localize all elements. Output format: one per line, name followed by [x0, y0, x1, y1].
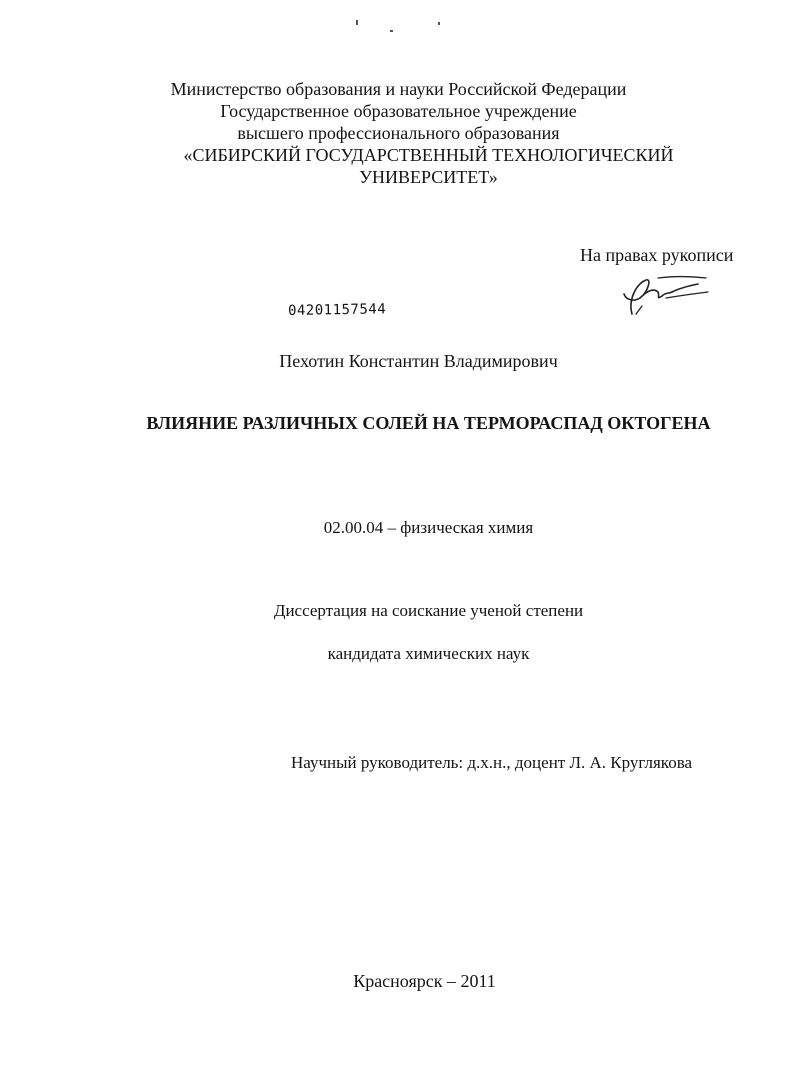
degree-line-2: кандидата химических наук — [327, 644, 530, 663]
institution-type-line: Государственное образовательное учреждение — [220, 101, 577, 121]
dissertation-title: ВЛИЯНИЕ РАЗЛИЧНЫХ СОЛЕЙ НА ТЕРМОРАСПАД ОКТОГЕНА — [146, 413, 711, 433]
catalog-number: 04201157544 — [287, 301, 387, 319]
institution-header — [0, 78, 797, 188]
place-and-year: Красноярск – 2011 — [353, 971, 496, 991]
specialty-code: 02.00.04 – физическая химия — [323, 518, 534, 537]
scientific-supervisor: Научный руководитель: д.х.н., доцент Л. А. Круглякова — [291, 753, 693, 772]
manuscript-rights-note: На правах рукописи — [580, 245, 734, 265]
university-name-line-1: «СИБИРСКИЙ ГОСУДАРСТВЕННЫЙ ТЕХНОЛОГИЧЕСКИЙ — [183, 145, 674, 165]
university-name-line-2: УНИВЕРСИТЕТ» — [359, 167, 498, 187]
degree-line-1: Диссертация на соискание ученой степени — [273, 601, 584, 620]
author-name: Пехотин Константин Владимирович — [279, 351, 558, 371]
signature-icon — [618, 270, 713, 322]
education-level-line: высшего профессионального образования — [237, 123, 560, 143]
ministry-line: Министерство образования и науки Российской Федерации — [170, 79, 627, 99]
scan-specks — [350, 18, 450, 38]
